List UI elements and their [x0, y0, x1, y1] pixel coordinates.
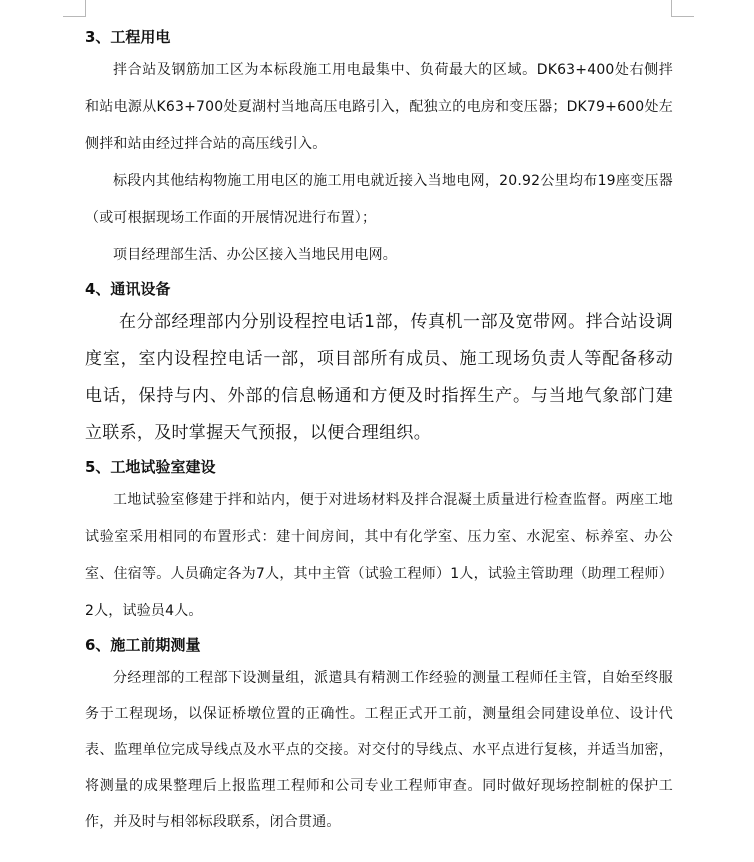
page-corner-mark-right: [671, 0, 694, 17]
paragraph-communication-1: 在分部经理部内分别设程控电话1部，传真机一部及宽带网。拌合站设调度室，室内设程控电话一部，项目部所有成员、施工现场负责人等配备移动电话，保持与内、外部的信息畅通和方便及时指挥生产。与当地气象部门建立联系，及时掌握天气预报，以便合理组织。: [85, 312, 673, 443]
section-heading-lab: 5、工地试验室建设: [85, 458, 216, 476]
page-corner-mark-left: [63, 0, 86, 17]
section-heading-survey: 6、施工前期测量: [85, 636, 201, 654]
document-body: [85, 22, 673, 840]
section-heading-power: 3、工程用电: [85, 28, 171, 46]
paragraph-power-2: 标段内其他结构物施工用电区的施工用电就近接入当地电网，20.92公里均布19座变压器（或可根据现场工作面的开展情况进行布置）；: [85, 173, 673, 226]
paragraph-power-3: 项目经理部生活、办公区接入当地民用电网。: [113, 247, 397, 263]
paragraph-lab-1: 工地试验室修建于拌和站内，便于对进场材料及拌合混凝土质量进行检查监督。两座工地试验室采用相同的布置形式：建十间房间，其中有化学室、压力室、水泥室、标养室、办公室、住宿等。人员确定各为7人，其中主管（试验工程师）1人，试验主管助理（助理工程师）2人，试验员4人。: [85, 492, 673, 619]
paragraph-power-1: 拌合站及钢筋加工区为本标段施工用电最集中、负荷最大的区域。DK63+400处右侧拌和站电源从K63+700处夏湖村当地高压电路引入，配独立的电房和变压器；DK79+600处左侧拌和站由经过拌合站的高压线引入。: [85, 62, 673, 152]
section-heading-communication: 4、通讯设备: [85, 280, 171, 298]
paragraph-survey-1: 分经理部的工程部下设测量组，派遣具有精测工作经验的测量工程师任主管，自始至终服务于工程现场，以保证桥墩位置的正确性。工程正式开工前，测量组会同建设单位、设计代表、监理单位完成导线点及水平点的交接。对交付的导线点、水平点进行复核，并适当加密，将测量的成果整理后上报监理工程师和公司专业工程师审查。同时做好现场控制桩的保护工作，并及时与相邻标段联系，闭合贯通。: [85, 670, 673, 830]
